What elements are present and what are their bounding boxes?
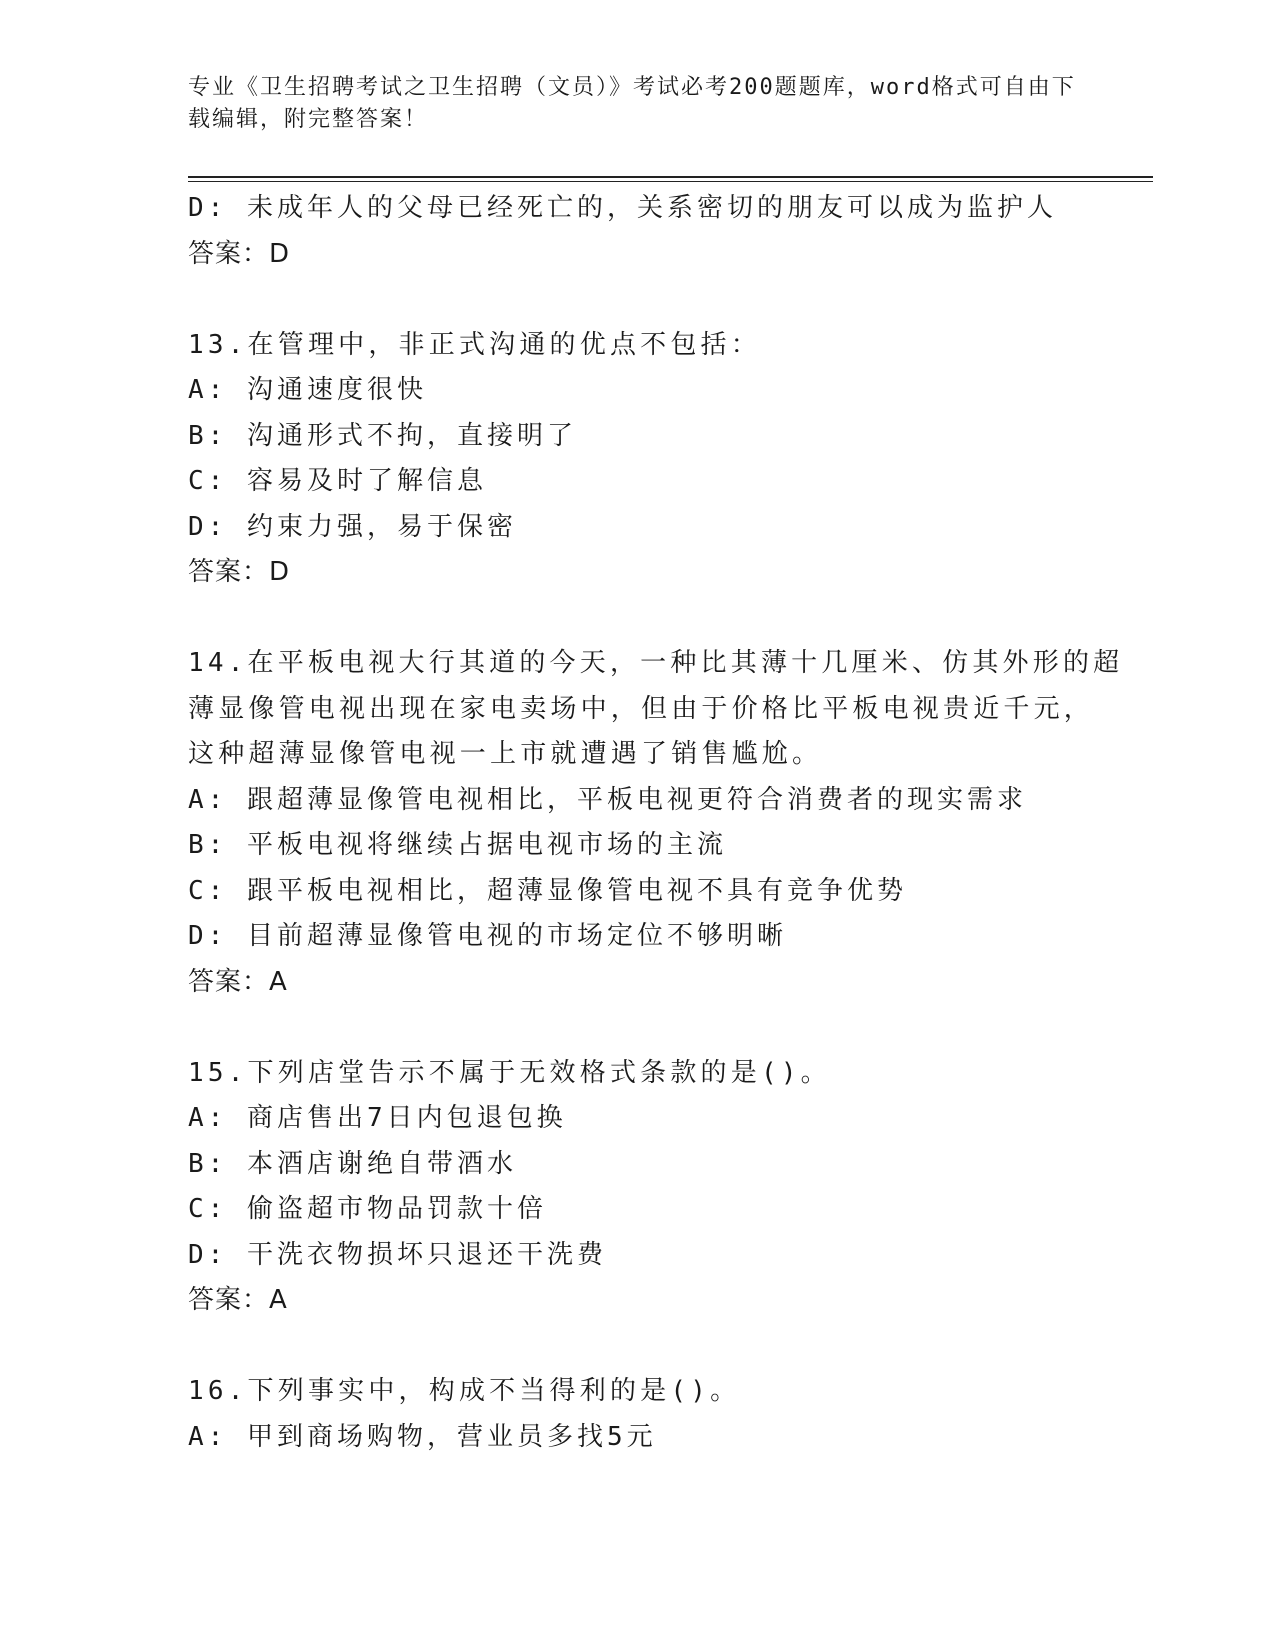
option-d: D: 干洗衣物损坏只退还干洗费 [188, 1239, 607, 1270]
question-15 [188, 1051, 1148, 1324]
option-a: A: 商店售出7日内包退包换 [188, 1103, 567, 1133]
option-c: C: 跟平板电视相比，超薄显像管电视不具有竞争优势 [188, 875, 907, 906]
question-stem: 14.在平板电视大行其道的今天，一种比其薄十几厘米、仿其外形的超 [188, 648, 1124, 678]
question-stem: 13.在管理中，非正式沟通的优点不包括： [188, 329, 761, 360]
question-14 [188, 641, 1148, 1005]
question-16 [188, 1369, 1148, 1460]
question-stem-continued: 这种超薄显像管电视一上市就遭遇了销售尴尬。 [188, 739, 823, 769]
option-b: B: 平板电视将继续占据电视市场的主流 [188, 830, 727, 860]
question-stem: 16.下列事实中，构成不当得利的是()。 [188, 1376, 741, 1406]
header-divider [188, 176, 1153, 178]
spacer [188, 596, 1148, 642]
document-header [188, 72, 1088, 136]
answer-line: 答案：D [188, 557, 291, 587]
spacer [188, 1005, 1148, 1051]
answer-line: 答案：D [188, 238, 291, 269]
option-d: D: 目前超薄显像管电视的市场定位不够明晰 [188, 921, 787, 951]
answer-line: 答案：A [188, 966, 288, 997]
question-stem-continued: 薄显像管电视出现在家电卖场中，但由于价格比平板电视贵近千元， [188, 693, 1095, 724]
option-b: B: 本酒店谢绝自带酒水 [188, 1148, 517, 1179]
header-text: 专业《卫生招聘考试之卫生招聘（文员）》考试必考200题题库，word格式可自由下载编辑，附完整答案！ [188, 75, 1076, 132]
answer-line: 答案：A [188, 1285, 288, 1315]
header-divider-thin [188, 181, 1153, 182]
option-c: C: 容易及时了解信息 [188, 466, 487, 496]
spacer [188, 1324, 1148, 1370]
option-d: D: 未成年人的父母已经死亡的，关系密切的朋友可以成为监护人 [188, 193, 1057, 223]
option-a: A: 跟超薄显像管电视相比，平板电视更符合消费者的现实需求 [188, 784, 1027, 815]
document-body [188, 186, 1148, 1460]
option-d: D: 约束力强，易于保密 [188, 511, 517, 542]
option-a: A: 甲到商场购物，营业员多找5元 [188, 1421, 657, 1452]
question-stem: 15.下列店堂告示不属于无效格式条款的是()。 [188, 1057, 831, 1088]
question-12-fragment [188, 186, 1148, 277]
option-c: C: 偷盗超市物品罚款十倍 [188, 1194, 547, 1224]
spacer [188, 277, 1148, 323]
option-b: B: 沟通形式不拘，直接明了 [188, 420, 577, 451]
question-13 [188, 323, 1148, 596]
option-a: A: 沟通速度很快 [188, 375, 427, 405]
